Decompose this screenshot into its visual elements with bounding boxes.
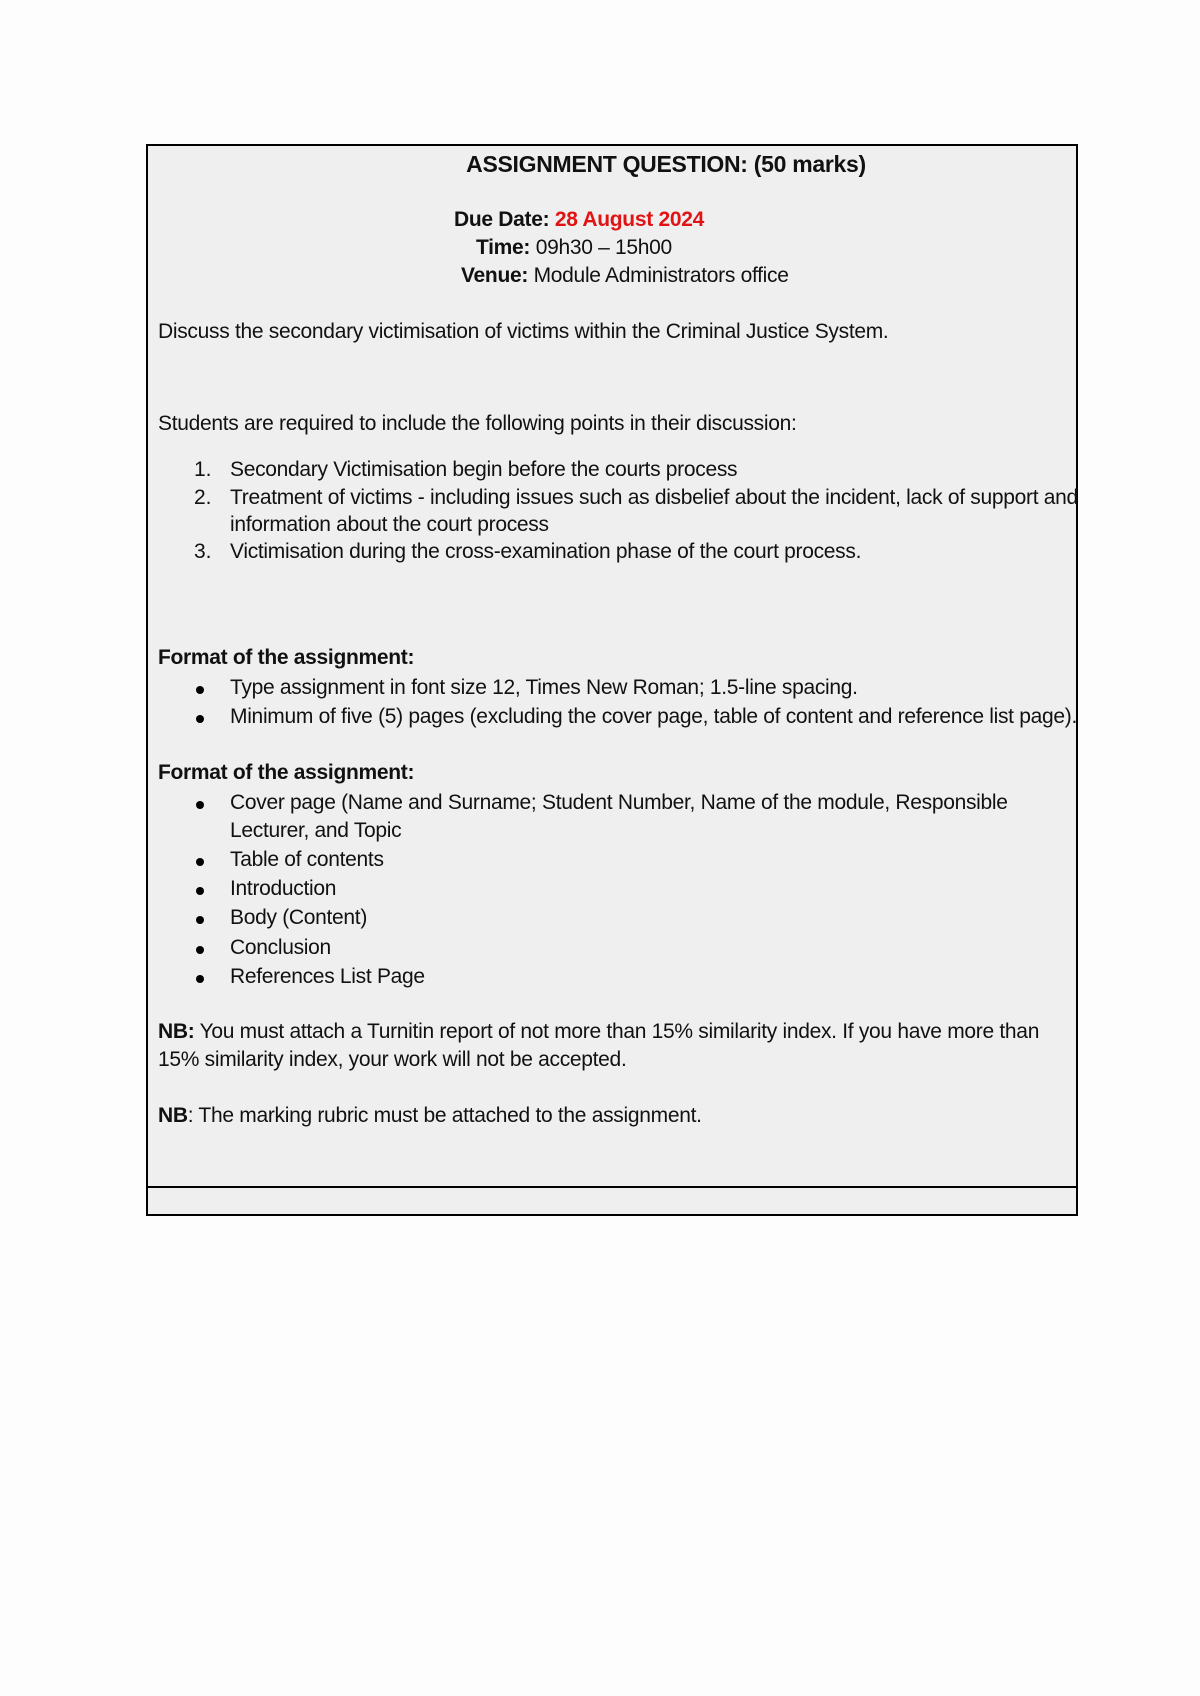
note-line xyxy=(158,1102,702,1130)
note-text: : The marking rubric must be attached to the assignment. xyxy=(187,1104,702,1127)
bullet-icon xyxy=(196,686,204,694)
time-line xyxy=(476,234,672,262)
note-text: You must attach a Turnitin report of not more than 15% similarity index. If you have more than xyxy=(194,1020,1040,1043)
format-item: Introduction xyxy=(230,877,337,900)
venue-value: Module Administrators office xyxy=(533,264,789,287)
format-item: Conclusion xyxy=(230,936,331,959)
format-item: Table of contents xyxy=(230,848,384,871)
bullet-icon xyxy=(196,801,204,809)
format-item: References List Page xyxy=(230,965,425,988)
bullet-icon xyxy=(196,946,204,954)
bullet-icon xyxy=(196,887,204,895)
point-item: Treatment of victims - including issues such as disbelief about the incident, lack of support and xyxy=(230,486,1078,509)
bullet-icon xyxy=(196,858,204,866)
page-title: ASSIGNMENT QUESTION: (50 marks) xyxy=(466,151,866,177)
bullet-icon xyxy=(196,975,204,983)
venue-label: Venue: xyxy=(461,264,529,287)
format-item: Body (Content) xyxy=(230,906,368,929)
point-item-continued: information about the court process xyxy=(230,513,549,536)
format-item: Type assignment in font size 12, Times New Roman; 1.5-line spacing. xyxy=(230,676,858,699)
point-number: 2. xyxy=(194,486,212,509)
format-item: Cover page (Name and Surname; Student Number, Name of the module, Responsible xyxy=(230,791,1008,814)
point-number: 3. xyxy=(194,540,212,563)
bullet-icon xyxy=(196,916,204,924)
time-value: 09h30 – 15h00 xyxy=(535,236,672,259)
bullet-icon xyxy=(196,715,204,723)
format-heading: Format of the assignment: xyxy=(158,646,415,669)
due-date-line xyxy=(454,206,704,234)
question-text: Discuss the secondary victimisation of victims within the Criminal Justice System. xyxy=(158,320,889,343)
note-label: NB xyxy=(158,1104,188,1127)
venue-line xyxy=(461,262,789,290)
point-number: 1. xyxy=(194,458,212,481)
format-item-continued: Lecturer, and Topic xyxy=(230,819,402,842)
format-item: Minimum of five (5) pages (excluding the cover page, table of content and reference list page). xyxy=(230,705,1077,728)
note-line xyxy=(158,1018,1039,1046)
due-date-value: 28 August 2024 xyxy=(554,208,704,231)
point-item: Secondary Victimisation begin before the courts process xyxy=(230,458,738,481)
points-intro: Students are required to include the following points in their discussion: xyxy=(158,412,797,435)
table-divider xyxy=(148,1186,1076,1188)
assignment-box xyxy=(146,144,1078,1216)
format-heading: Format of the assignment: xyxy=(158,761,415,784)
due-date-label: Due Date: xyxy=(454,208,550,231)
point-item: Victimisation during the cross-examination phase of the court process. xyxy=(230,540,862,563)
note-text-continued: 15% similarity index, your work will not be accepted. xyxy=(158,1048,627,1071)
note-label: NB: xyxy=(158,1020,195,1043)
time-label: Time: xyxy=(476,236,531,259)
